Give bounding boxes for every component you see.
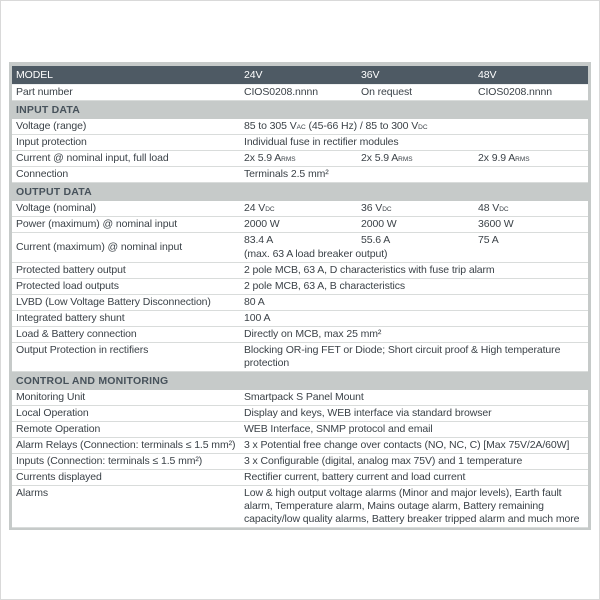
row-label: Power (maximum) @ nominal input [16, 218, 178, 230]
row-value: 3 x Configurable (digital, analog max 75V) and 1 temperature [244, 455, 523, 467]
table-row-protected-battery [12, 263, 588, 279]
row-label: Part number [16, 86, 73, 98]
row-label: Protected load outputs [16, 280, 119, 292]
table-row-connection [12, 167, 588, 183]
row-label: Current @ nominal input, full load [16, 152, 169, 164]
table-row-load-battery-connection [12, 327, 588, 343]
row-value-36v: 36 $V_{DC}$ [361, 202, 392, 214]
row-label: Alarms [16, 487, 49, 499]
table-row-inputs [12, 454, 588, 470]
row-label: Connection [16, 168, 69, 180]
row-label: Voltage (nominal) [16, 202, 97, 214]
table-row-local-operation [12, 406, 588, 422]
row-value: Directly on MCB, max 25 mm² [244, 328, 382, 340]
row-value-24v: 2000 W [244, 218, 280, 230]
row-value-note: (max. 63 A load breaker output) [244, 248, 388, 260]
row-value-24v: 83.4 A [244, 234, 274, 246]
row-value: 3 x Potential free change over contacts (NO, NC, C) [Max 75V/2A/60W] [244, 439, 570, 451]
row-label: Current (maximum) @ nominal input [16, 241, 183, 253]
row-label: Alarm Relays (Connection: terminals ≤ 1.5 mm²) [16, 439, 236, 451]
table-row-current-max [12, 233, 588, 263]
row-value: Smartpack S Panel Mount [244, 391, 364, 403]
table-row-alarm-relays [12, 438, 588, 454]
section-header-input-data: INPUT DATA [16, 104, 81, 116]
row-value-36v: 2x 5.9 $A_{RMS}$ [361, 152, 413, 164]
table-row-voltage-nominal [12, 201, 588, 217]
row-label: Output Protection in rectifiers [16, 344, 149, 356]
row-value-36v: 55.6 A [361, 234, 391, 246]
row-value: 100 A [244, 312, 271, 324]
row-label: LVBD (Low Voltage Battery Disconnection) [16, 296, 211, 308]
row-value: WEB Interface, SNMP protocol and email [244, 423, 433, 435]
row-value-36v: 2000 W [361, 218, 397, 230]
row-value: Low & high output voltage alarms (Minor and major levels), Earth fault alarm, Temperature alarm, Mains outage alarm, Battery remaining capacity/low quality alarms, Battery breaker tripped alarm and much more [244, 487, 580, 525]
table-row-remote-operation [12, 422, 588, 438]
row-label: Currents displayed [16, 471, 102, 483]
row-value: Display and keys, WEB interface via standard browser [244, 407, 492, 419]
row-value-24v: 24 $V_{DC}$ [244, 202, 275, 214]
row-value: Blocking OR-ing FET or Diode; Short circuit proof & High temperature protection [244, 344, 561, 369]
row-label: Inputs (Connection: terminals ≤ 1.5 mm²) [16, 455, 203, 467]
row-label: Remote Operation [16, 423, 101, 435]
spec-table [9, 62, 591, 530]
column-header-48v: 48V [478, 69, 497, 81]
column-header-36v: 36V [361, 69, 380, 81]
row-value: 80 A [244, 296, 265, 308]
table-row-lvbd [12, 295, 588, 311]
row-value-48v: CIOS0208.nnnn [478, 86, 553, 98]
row-value-48v: 75 A [478, 234, 499, 246]
column-header-24v: 24V [244, 69, 263, 81]
row-value-48v: 48 $V_{DC}$ [478, 202, 509, 214]
table-row-output-protection [12, 343, 588, 372]
row-value: 85 to 305 $V_{AC}$ (45-66 Hz) / 85 to 300 $V_{DC}$ [244, 120, 428, 132]
row-label: Integrated battery shunt [16, 312, 125, 324]
table-row-alarms [12, 486, 588, 528]
row-value: Individual fuse in rectifier modules [244, 136, 399, 148]
row-label: Protected battery output [16, 264, 126, 276]
table-row-protected-load [12, 279, 588, 295]
row-value-48v: 3600 W [478, 218, 514, 230]
table-row-input-protection [12, 135, 588, 151]
row-value: 2 pole MCB, 63 A, D characteristics with fuse trip alarm [244, 264, 495, 276]
row-label: Input protection [16, 136, 87, 148]
row-value: Terminals 2.5 mm² [244, 168, 329, 180]
row-value-24v: 2x 5.9 $A_{RMS}$ [244, 152, 296, 164]
row-label: Local Operation [16, 407, 89, 419]
row-label: Monitoring Unit [16, 391, 86, 403]
table-row-power-max [12, 217, 588, 233]
table-row-current-full-load [12, 151, 588, 167]
row-value: Rectifier current, battery current and load current [244, 471, 466, 483]
table-row-voltage-range [12, 119, 588, 135]
table-row-battery-shunt [12, 311, 588, 327]
row-value-24v: CIOS0208.nnnn [244, 86, 319, 98]
section-header-output-data: OUTPUT DATA [16, 186, 92, 198]
row-label: Voltage (range) [16, 120, 87, 132]
model-header-label: MODEL [16, 69, 53, 81]
row-value: 2 pole MCB, 63 A, B characteristics [244, 280, 406, 292]
section-header-control-monitoring: CONTROL AND MONITORING [16, 375, 169, 387]
table-header-row [12, 66, 588, 85]
table-row-currents-displayed [12, 470, 588, 486]
row-value-48v: 2x 9.9 $A_{RMS}$ [478, 152, 530, 164]
row-value-36v: On request [361, 86, 412, 98]
table-row-part-number [12, 85, 588, 101]
row-label: Load & Battery connection [16, 328, 137, 340]
table-row-monitoring-unit [12, 390, 588, 406]
